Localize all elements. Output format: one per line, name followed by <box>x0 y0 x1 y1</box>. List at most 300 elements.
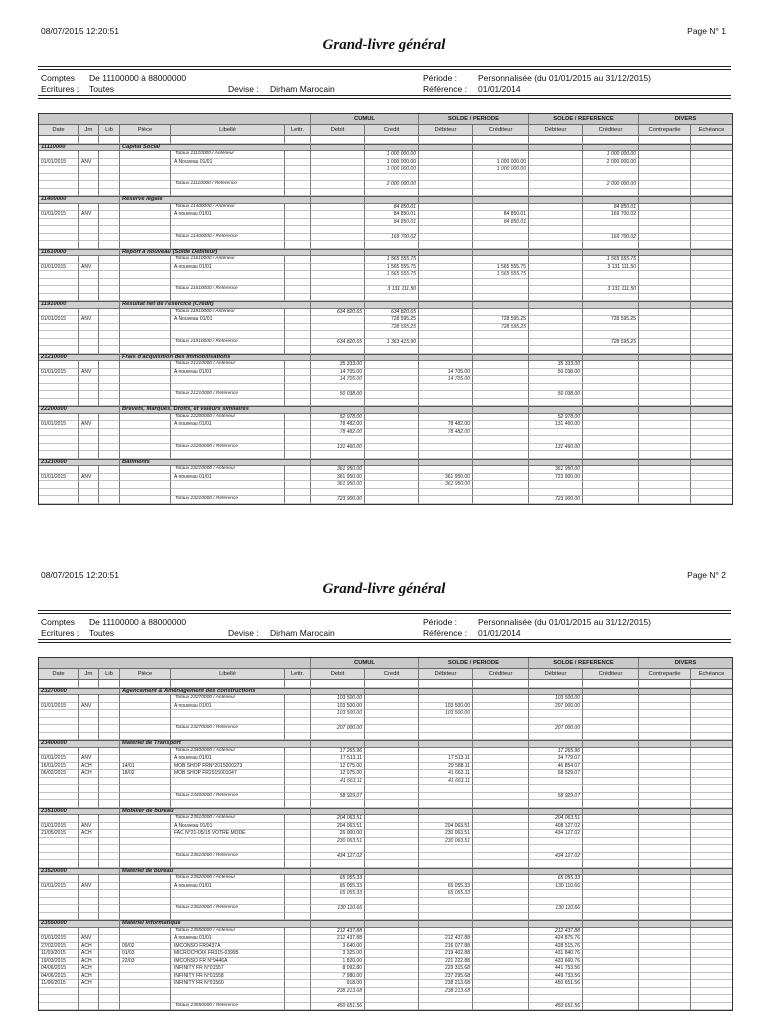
cell-echeance <box>691 181 732 189</box>
cell-debit: 361 950.00 <box>311 466 365 474</box>
cell-lettr <box>285 680 311 688</box>
cell-ref-deb <box>529 988 583 996</box>
cell-credit <box>365 279 419 287</box>
cell-debit: 207 000.00 <box>311 725 365 733</box>
cell-date <box>39 331 79 339</box>
cell-debit: 204 063.51 <box>311 815 365 823</box>
cell-lib <box>99 958 120 966</box>
cell-piece <box>120 973 171 981</box>
cell-per-cred <box>473 988 529 996</box>
section-header-row <box>39 406 732 414</box>
cell-date <box>39 414 79 422</box>
cell-lib <box>99 399 120 407</box>
cell-piece <box>120 988 171 996</box>
cell-ref-cred <box>583 703 639 711</box>
entry-row <box>39 935 732 943</box>
cell-date <box>39 234 79 242</box>
cell-per-cred <box>473 474 529 482</box>
cell-date <box>39 436 79 444</box>
cell-libelle: Totaux 21210000 / Antérieur <box>171 361 285 369</box>
cell-echeance <box>691 271 732 279</box>
cell-ref-cred: 1 565 555.75 <box>583 256 639 264</box>
column-header-periode-crediteur: Créditeur <box>473 669 529 680</box>
cell-contrepartie <box>639 294 691 302</box>
cell-per-deb <box>419 339 473 347</box>
cell-date <box>39 444 79 452</box>
cell-lib <box>99 680 120 688</box>
cell-piece <box>120 241 171 249</box>
cell-piece <box>120 853 171 861</box>
cell-ref-cred: 169 700.02 <box>583 234 639 242</box>
cell-per-cred <box>473 331 529 339</box>
column-header-lib: Lib <box>99 669 120 680</box>
cell-ref-cred <box>583 354 639 362</box>
cell-date <box>39 376 79 384</box>
cell-jrn <box>79 995 99 1003</box>
cell-date: 04/06/2015 <box>39 973 79 981</box>
cell-per-deb: 17 513.11 <box>419 755 473 763</box>
cell-lettr <box>285 204 311 212</box>
cell-ref-cred <box>583 770 639 778</box>
cell-debit: 238 213.68 <box>311 988 365 996</box>
cell-per-cred <box>473 361 529 369</box>
cell-libelle <box>171 680 285 688</box>
cell-debit: 212 437.88 <box>311 928 365 936</box>
cell-lib <box>99 785 120 793</box>
cell-contrepartie <box>639 763 691 771</box>
cell-jrn <box>79 778 99 786</box>
cell-lib <box>99 204 120 212</box>
cell-contrepartie <box>639 279 691 287</box>
cell-lettr <box>285 725 311 733</box>
cell-echeance <box>691 995 732 1003</box>
cell-piece <box>120 234 171 242</box>
cell-lettr <box>285 444 311 452</box>
cell-piece <box>120 159 171 167</box>
cell-libelle: Totaux 23520000 / Antérieur <box>171 875 285 883</box>
cell-credit <box>365 860 419 868</box>
devise-label: Devise : <box>228 84 259 94</box>
cell-per-deb <box>419 279 473 287</box>
cell-per-cred <box>473 151 529 159</box>
cell-echeance <box>691 980 732 988</box>
cell-date <box>39 680 79 688</box>
cell-ref-cred <box>583 226 639 234</box>
column-header-libelle: Libellé <box>171 125 285 136</box>
cell-lettr <box>285 174 311 182</box>
cell-credit <box>365 958 419 966</box>
column-group-solde-reference: SOLDE / REFERENCE <box>529 658 639 669</box>
cell-contrepartie <box>639 890 691 898</box>
cell-per-deb <box>419 331 473 339</box>
entry-row <box>39 965 732 973</box>
cell-credit <box>365 733 419 741</box>
cell-per-cred <box>473 234 529 242</box>
cell-date: 01/01/2015 <box>39 883 79 891</box>
cell-per-cred <box>473 451 529 459</box>
cell-lettr <box>285 838 311 846</box>
cell-date: 01/01/2015 <box>39 159 79 167</box>
entry-row <box>39 973 732 981</box>
cell-piece <box>120 286 171 294</box>
totals-reference-row <box>39 725 732 733</box>
cell-per-cred <box>473 226 529 234</box>
cell-lettr <box>285 234 311 242</box>
blank-row <box>39 451 732 459</box>
cell-contrepartie <box>639 256 691 264</box>
cell-contrepartie <box>639 703 691 711</box>
cell-per-deb: 229 315.68 <box>419 965 473 973</box>
cell-date <box>39 748 79 756</box>
cell-echeance <box>691 316 732 324</box>
column-group-row <box>39 114 732 125</box>
cell-per-deb <box>419 898 473 906</box>
cell-lib <box>99 309 120 317</box>
cell-per-cred <box>473 935 529 943</box>
cell-lib <box>99 421 120 429</box>
cell-credit <box>365 710 419 718</box>
cell-libelle: MOB SHOP FRN°2015000273 <box>171 763 285 771</box>
cell-libelle: Totaux 11910000 / Antérieur <box>171 309 285 317</box>
totals-reference-row <box>39 234 732 242</box>
totals-previous-row <box>39 256 732 264</box>
cell-debit <box>311 451 365 459</box>
cell-ref-deb <box>529 718 583 726</box>
cell-lib <box>99 778 120 786</box>
cell-ref-cred <box>583 920 639 928</box>
cell-echeance <box>691 474 732 482</box>
account-code: 23550000 <box>39 920 120 928</box>
cell-per-cred <box>473 680 529 688</box>
cell-contrepartie <box>639 316 691 324</box>
cell-jrn <box>79 748 99 756</box>
cell-libelle <box>171 913 285 921</box>
cell-ref-cred <box>583 361 639 369</box>
cell-echeance <box>691 740 732 748</box>
cell-contrepartie <box>639 823 691 831</box>
cell-per-deb <box>419 301 473 309</box>
cell-debit: 634 820.65 <box>311 309 365 317</box>
cell-echeance <box>691 988 732 996</box>
cell-date <box>39 815 79 823</box>
cell-per-deb: 238 213.68 <box>419 988 473 996</box>
cell-libelle: Totaux 11610000 / Antérieur <box>171 256 285 264</box>
cell-per-deb <box>419 695 473 703</box>
cell-contrepartie <box>639 905 691 913</box>
cell-lib <box>99 860 120 868</box>
cell-piece <box>120 725 171 733</box>
cell-debit: 65 055.33 <box>311 875 365 883</box>
cell-lib <box>99 973 120 981</box>
cell-ref-cred: 1 000 000.00 <box>583 151 639 159</box>
cell-per-cred <box>473 429 529 437</box>
cell-contrepartie <box>639 778 691 786</box>
cell-contrepartie <box>639 965 691 973</box>
comptes-label: Comptes <box>41 617 76 627</box>
cell-lettr <box>285 399 311 407</box>
cell-per-deb: 237 295.68 <box>419 973 473 981</box>
cell-libelle <box>171 166 285 174</box>
cell-per-deb <box>419 294 473 302</box>
cell-jrn: ACH <box>79 770 99 778</box>
cell-per-deb <box>419 913 473 921</box>
cell-per-deb <box>419 144 473 152</box>
cell-piece <box>120 928 171 936</box>
section-header-row <box>39 920 732 928</box>
cell-per-cred <box>473 748 529 756</box>
cell-debit <box>311 264 365 272</box>
column-header-periode-debiteur: Débiteur <box>419 125 473 136</box>
cell-credit <box>365 144 419 152</box>
cell-per-cred <box>473 920 529 928</box>
reference-value: 01/01/2014 <box>478 84 521 94</box>
cell-ref-deb <box>529 489 583 497</box>
column-header-row <box>39 669 732 680</box>
cell-ref-cred <box>583 778 639 786</box>
cell-jrn <box>79 444 99 452</box>
column-header-reference-debiteur: Débiteur <box>529 669 583 680</box>
cell-libelle: A nouveau 01/01 <box>171 421 285 429</box>
column-header-date: Date <box>39 125 79 136</box>
entry-row <box>39 474 732 482</box>
cell-ref-cred: 84 850.01 <box>583 204 639 212</box>
reference-label: Référence : <box>423 628 467 638</box>
cell-echeance <box>691 950 732 958</box>
cell-echeance <box>691 965 732 973</box>
cell-ref-cred <box>583 136 639 144</box>
column-header-contrepartie: Contrepartie <box>639 669 691 680</box>
cell-credit <box>365 444 419 452</box>
section-header-row <box>39 688 732 696</box>
cell-echeance <box>691 286 732 294</box>
cell-per-deb <box>419 444 473 452</box>
column-header-lib: Lib <box>99 125 120 136</box>
cell-piece: 22/03 <box>120 958 171 966</box>
cell-lib <box>99 838 120 846</box>
cell-contrepartie <box>639 159 691 167</box>
cell-ref-cred <box>583 384 639 392</box>
cell-libelle <box>171 838 285 846</box>
cell-libelle <box>171 324 285 332</box>
section-header-row <box>39 249 732 257</box>
blank-row <box>39 279 732 287</box>
cell-lib <box>99 703 120 711</box>
cell-date <box>39 875 79 883</box>
cell-ref-deb: 17 265.96 <box>529 748 583 756</box>
cell-ref-cred <box>583 166 639 174</box>
cell-lib <box>99 241 120 249</box>
cell-echeance <box>691 294 732 302</box>
cell-lib <box>99 481 120 489</box>
cell-lettr <box>285 256 311 264</box>
cell-echeance <box>691 354 732 362</box>
blank-row <box>39 384 732 392</box>
cell-date <box>39 189 79 197</box>
cell-credit <box>365 980 419 988</box>
cell-ref-deb <box>529 800 583 808</box>
cell-credit <box>365 838 419 846</box>
cell-ref-deb: 207 000.00 <box>529 725 583 733</box>
cell-contrepartie <box>639 958 691 966</box>
cell-lettr <box>285 898 311 906</box>
cell-jrn: ANV <box>79 935 99 943</box>
cell-credit <box>365 695 419 703</box>
cell-debit <box>311 234 365 242</box>
cell-jrn <box>79 793 99 801</box>
cell-ref-deb <box>529 189 583 197</box>
cell-per-cred <box>473 928 529 936</box>
column-group-cumul: CUMUL <box>311 658 419 669</box>
cell-per-deb: 216 077.88 <box>419 943 473 951</box>
cell-piece <box>120 361 171 369</box>
cell-libelle <box>171 481 285 489</box>
cell-ref-deb <box>529 316 583 324</box>
cell-contrepartie <box>639 680 691 688</box>
cell-credit <box>365 376 419 384</box>
cell-piece <box>120 376 171 384</box>
totals-previous-row <box>39 204 732 212</box>
cell-ref-deb <box>529 249 583 257</box>
cell-per-deb <box>419 324 473 332</box>
cell-jrn: ANV <box>79 703 99 711</box>
print-timestamp: 08/07/2015 12:20:51 <box>41 570 119 580</box>
cell-lettr <box>285 361 311 369</box>
cell-piece <box>120 189 171 197</box>
cell-libelle: A Nouveau 01/01 <box>171 159 285 167</box>
cell-ref-cred <box>583 995 639 1003</box>
account-title: Capital Social <box>120 144 311 152</box>
cell-date: 11/03/2015 <box>39 950 79 958</box>
cell-libelle: Totaux 11110000 / Antérieur <box>171 151 285 159</box>
cell-contrepartie <box>639 346 691 354</box>
cell-date <box>39 995 79 1003</box>
cell-contrepartie <box>639 391 691 399</box>
cell-per-deb <box>419 853 473 861</box>
cell-ref-cred <box>583 958 639 966</box>
cell-jrn <box>79 391 99 399</box>
cell-ref-deb: 433 660.76 <box>529 958 583 966</box>
cell-jrn <box>79 234 99 242</box>
cell-ref-cred <box>583 688 639 696</box>
cell-jrn <box>79 174 99 182</box>
cell-ref-cred <box>583 695 639 703</box>
blank-row <box>39 898 732 906</box>
cell-contrepartie <box>639 489 691 497</box>
cell-lettr <box>285 785 311 793</box>
cell-debit <box>311 845 365 853</box>
cell-debit <box>311 226 365 234</box>
cell-contrepartie <box>639 331 691 339</box>
totals-reference-row <box>39 793 732 801</box>
cell-lib <box>99 391 120 399</box>
cell-libelle: MICROCHOIX FR315-03995 <box>171 950 285 958</box>
cell-ref-cred: 2 000 000.00 <box>583 159 639 167</box>
cell-lib <box>99 174 120 182</box>
cell-jrn <box>79 279 99 287</box>
cell-libelle <box>171 399 285 407</box>
cell-lettr <box>285 755 311 763</box>
cell-piece: 14/01 <box>120 763 171 771</box>
cell-per-deb <box>419 264 473 272</box>
cell-ref-deb: 103 500.00 <box>529 695 583 703</box>
cell-per-cred: 84 850.01 <box>473 219 529 227</box>
cell-date <box>39 219 79 227</box>
cell-echeance <box>691 406 732 414</box>
cell-contrepartie <box>639 481 691 489</box>
cell-credit <box>365 995 419 1003</box>
cell-contrepartie <box>639 339 691 347</box>
cell-lib <box>99 316 120 324</box>
cell-jrn <box>79 905 99 913</box>
cell-libelle: A nouveau 01/01 <box>171 883 285 891</box>
cell-lib <box>99 436 120 444</box>
cell-per-deb <box>419 241 473 249</box>
cell-ref-cred <box>583 973 639 981</box>
cell-lettr <box>285 466 311 474</box>
cell-debit: 65 055.33 <box>311 883 365 891</box>
cell-contrepartie <box>639 793 691 801</box>
cell-lib <box>99 279 120 287</box>
totals-reference-row <box>39 444 732 452</box>
cell-lib <box>99 988 120 996</box>
cell-per-cred <box>473 725 529 733</box>
cell-lib <box>99 324 120 332</box>
cell-ref-deb <box>529 376 583 384</box>
cell-credit <box>365 361 419 369</box>
page-number: Page N° 1 <box>687 26 726 36</box>
account-title: Agencement & Aménagement des constructions <box>120 688 311 696</box>
cell-ref-cred <box>583 890 639 898</box>
cell-libelle <box>171 346 285 354</box>
ledger-table <box>38 657 733 1011</box>
page-number: Page N° 2 <box>687 570 726 580</box>
cell-jrn: ACH <box>79 965 99 973</box>
cell-lettr <box>285 778 311 786</box>
cell-lettr <box>285 793 311 801</box>
cell-ref-cred <box>583 763 639 771</box>
cell-per-deb: 221 222.88 <box>419 958 473 966</box>
cell-lib <box>99 466 120 474</box>
cell-debit <box>311 331 365 339</box>
cell-lib <box>99 234 120 242</box>
cell-per-deb: 212 437.88 <box>419 935 473 943</box>
cell-per-deb <box>419 725 473 733</box>
cell-lettr <box>285 166 311 174</box>
cell-date: 04/06/2015 <box>39 965 79 973</box>
cell-per-deb: 41 663.11 <box>419 778 473 786</box>
blank-row <box>39 436 732 444</box>
cell-per-cred <box>473 823 529 831</box>
cell-lettr <box>285 815 311 823</box>
report-title: Grand-livre général <box>322 37 446 53</box>
cell-lib <box>99 913 120 921</box>
cell-credit <box>365 136 419 144</box>
cell-piece <box>120 339 171 347</box>
cell-ref-deb <box>529 144 583 152</box>
cell-per-deb: 65 055.33 <box>419 883 473 891</box>
column-header-periode-crediteur: Créditeur <box>473 125 529 136</box>
cell-date: 21/05/2015 <box>39 830 79 838</box>
column-group-solde-periode: SOLDE / PERIODE <box>419 114 529 125</box>
cell-echeance <box>691 860 732 868</box>
cell-libelle <box>171 174 285 182</box>
cell-piece <box>120 703 171 711</box>
blank-row <box>39 680 732 688</box>
cell-per-cred: 1 000 000.00 <box>473 159 529 167</box>
account-code: 23210000 <box>39 459 120 467</box>
cell-jrn: ANV <box>79 421 99 429</box>
cell-piece <box>120 1003 171 1011</box>
